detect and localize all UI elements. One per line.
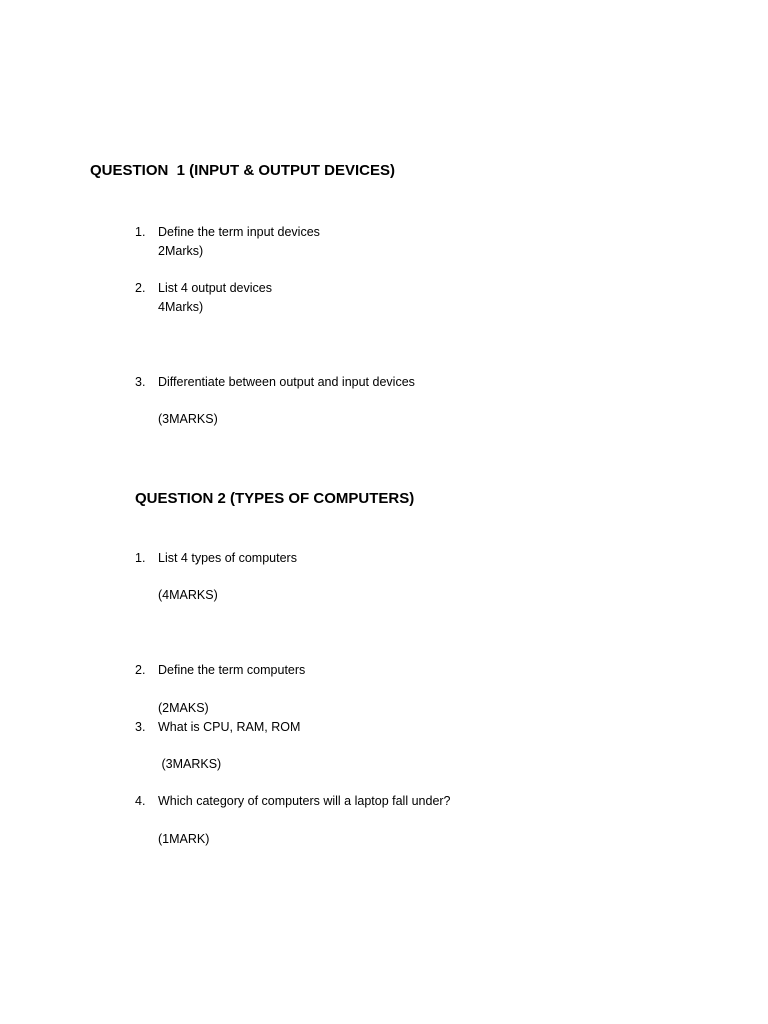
q2-item-3-number: 3. [135,720,146,734]
q2-item-1-marks: (4MARKS) [158,588,218,602]
q1-item-2-marks: 4Marks) [158,300,204,314]
question-1-heading: QUESTION 1 (INPUT & OUTPUT DEVICES) [90,162,396,179]
question-2-heading: QUESTION 2 (TYPES OF COMPUTERS) [135,490,415,507]
q1-item-1-marks: 2Marks) [158,244,204,258]
q1-item-2-number: 2. [135,281,146,295]
q1-item-3-text: Differentiate between output and input devices [158,375,415,389]
q2-item-4-marks: (1MARK) [158,832,210,846]
q1-item-3-marks: (3MARKS) [158,412,218,426]
q1-item-1-number: 1. [135,225,146,239]
q2-item-1-number: 1. [135,551,146,565]
q2-item-2-marks: (2MAKS) [158,701,209,715]
q2-item-3-text: What is CPU, RAM, ROM [158,720,301,734]
q2-item-2-text: Define the term computers [158,663,306,677]
q2-item-4-number: 4. [135,794,146,808]
q1-item-3-number: 3. [135,375,146,389]
q2-item-3-marks: (3MARKS) [158,757,222,771]
q2-item-4-text: Which category of computers will a laptop fall under? [158,794,451,808]
q1-item-1-text: Define the term input devices [158,225,320,239]
q2-item-1-text: List 4 types of computers [158,551,297,565]
q2-item-2-number: 2. [135,663,146,677]
q1-item-2-text: List 4 output devices [158,281,272,295]
